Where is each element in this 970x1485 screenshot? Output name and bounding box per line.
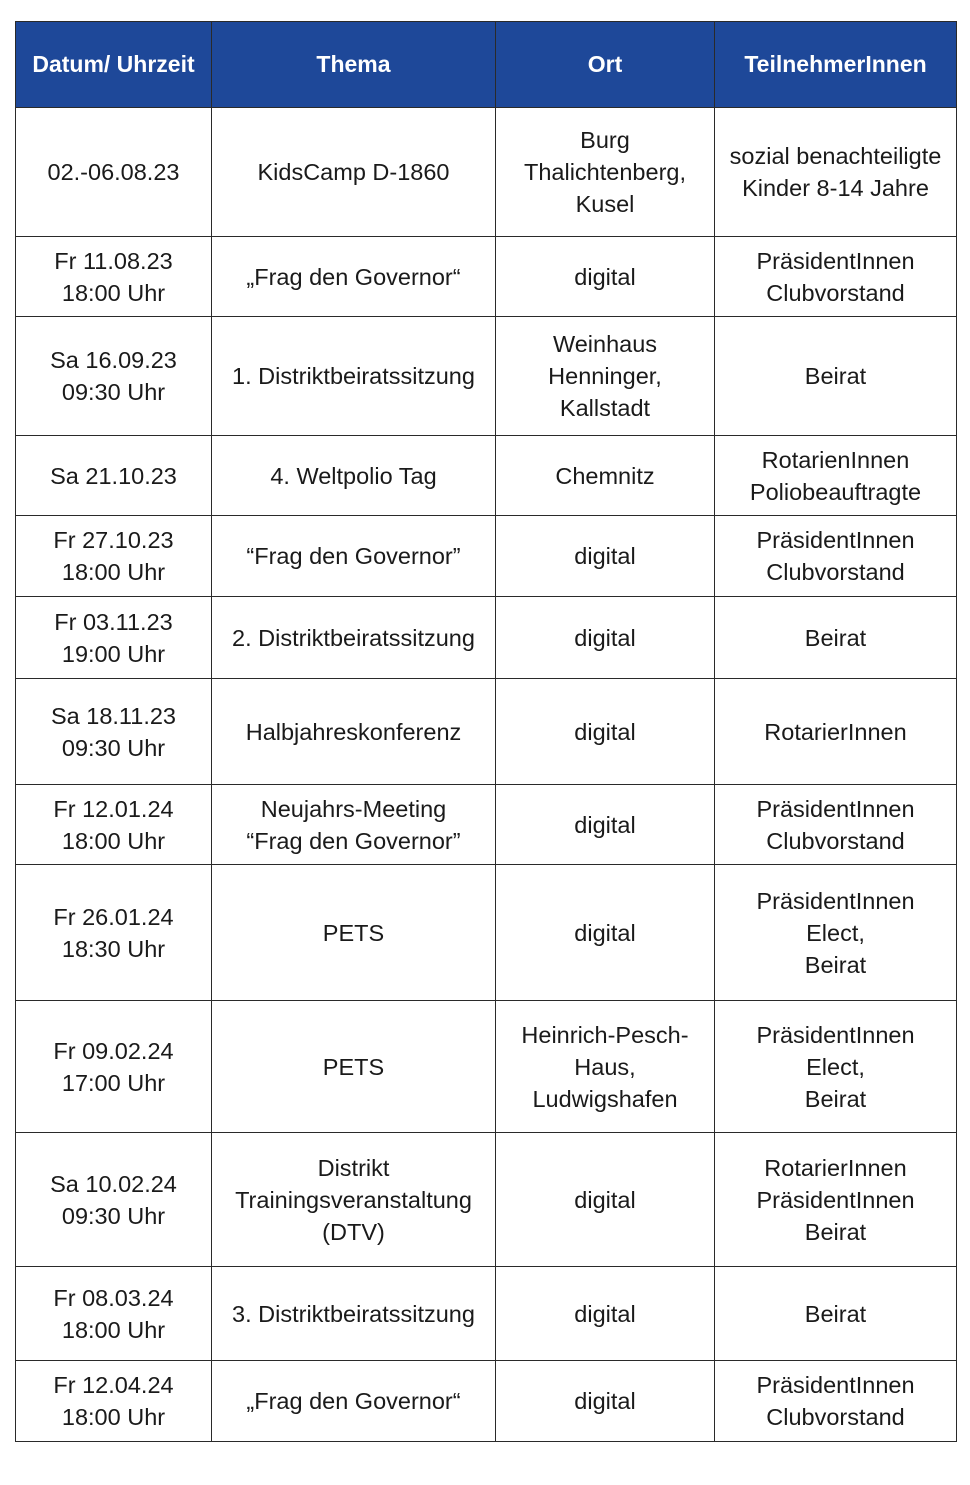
cell-datum [16, 516, 212, 597]
cell-teilnehmer [715, 1361, 957, 1442]
cell-datum [16, 237, 212, 317]
cell-datum-line: 18:00 Uhr [61, 1316, 166, 1343]
cell-thema-line: 2. Distriktbeiratssitzung [232, 624, 475, 651]
cell-thema [212, 516, 496, 597]
cell-datum-line: 19:00 Uhr [61, 640, 166, 667]
cell-datum-line: 09:30 Uhr [61, 734, 166, 761]
cell-teilnehmer-line: Beirat [804, 624, 867, 651]
cell-thema-line: KidsCamp D-1860 [257, 159, 450, 185]
cell-ort [496, 1361, 715, 1442]
cell-teilnehmer [715, 1267, 957, 1361]
cell-datum-line: 18:00 Uhr [61, 559, 166, 585]
cell-datum [16, 317, 212, 436]
cell-thema-line: Halbjahreskonferenz [245, 718, 462, 745]
cell-teilnehmer-line: Kinder 8-14 Jahre [742, 175, 929, 201]
cell-datum-line: 18:00 Uhr [61, 1404, 166, 1430]
cell-datum [16, 785, 212, 865]
cell-datum-line: Sa 10.02.24 [50, 1170, 177, 1197]
cell-ort [496, 865, 715, 1001]
cell-datum-line: Sa 21.10.23 [50, 462, 177, 489]
cell-ort [496, 1267, 715, 1361]
table-row [16, 1001, 957, 1133]
cell-ort [496, 1133, 715, 1267]
cell-datum [16, 597, 212, 679]
cell-thema [212, 1001, 496, 1133]
table-row [16, 1133, 957, 1267]
cell-thema [212, 865, 496, 1001]
cell-teilnehmer-line: Beirat [804, 1085, 867, 1112]
table-row [16, 1361, 957, 1442]
cell-thema [212, 237, 496, 317]
cell-datum-line: Fr 09.02.24 [53, 1037, 174, 1064]
cell-ort [496, 237, 715, 317]
cell-ort-line: Ludwigshafen [532, 1085, 678, 1112]
cell-ort [496, 436, 715, 516]
cell-datum-line: Sa 18.11.23 [50, 702, 176, 729]
cell-thema-line: Distrikt [317, 1154, 390, 1181]
cell-teilnehmer [715, 516, 957, 597]
cell-ort-line: Thalichtenberg, [524, 159, 686, 185]
cell-teilnehmer-line: Clubvorstand [766, 1404, 905, 1430]
cell-ort-line: digital [574, 263, 636, 290]
cell-teilnehmer [715, 317, 957, 436]
cell-ort-line: digital [574, 718, 636, 745]
table-row [16, 436, 957, 516]
cell-ort-line: digital [574, 919, 636, 946]
cell-ort-line: digital [574, 1388, 636, 1414]
cell-thema-line: 4. Weltpolio Tag [270, 462, 437, 489]
table-row [16, 679, 957, 785]
table-row [16, 317, 957, 436]
cell-thema-line: Trainingsveranstaltung [235, 1186, 472, 1213]
cell-teilnehmer-line: PräsidentInnen [756, 1021, 915, 1048]
cell-teilnehmer [715, 237, 957, 317]
cell-thema [212, 679, 496, 785]
cell-ort-line: Burg [580, 127, 630, 153]
cell-thema-line: Neujahrs-Meeting [260, 795, 447, 822]
cell-teilnehmer-line: Clubvorstand [766, 279, 905, 306]
cell-ort [496, 597, 715, 679]
cell-datum-line: 18:30 Uhr [61, 935, 166, 962]
cell-teilnehmer-line: RotarierInnen [764, 1154, 907, 1181]
cell-teilnehmer [715, 108, 957, 237]
cell-ort-line: digital [574, 543, 636, 569]
cell-datum-line: Fr 26.01.24 [53, 903, 174, 930]
cell-datum-line: 09:30 Uhr [61, 1202, 166, 1229]
cell-teilnehmer-line: PräsidentInnen [756, 887, 915, 914]
cell-teilnehmer-line: PräsidentInnen [756, 247, 915, 274]
cell-thema-line: „Frag den Governor“ [246, 263, 461, 290]
table-row [16, 237, 957, 317]
cell-teilnehmer [715, 436, 957, 516]
cell-thema [212, 1133, 496, 1267]
header-thema: Thema [212, 22, 496, 108]
cell-thema [212, 785, 496, 865]
cell-teilnehmer [715, 1133, 957, 1267]
cell-teilnehmer-line: Beirat [804, 363, 867, 389]
cell-datum [16, 1001, 212, 1133]
events-table [15, 21, 957, 1442]
header-teilnehmer: TeilnehmerInnen [715, 22, 957, 108]
cell-datum [16, 1361, 212, 1442]
cell-ort [496, 785, 715, 865]
table-row [16, 1267, 957, 1361]
cell-teilnehmer-line: Elect, [806, 1053, 865, 1080]
cell-ort-line: Kallstadt [559, 395, 651, 421]
cell-datum-line: 02.-06.08.23 [47, 159, 180, 185]
cell-ort [496, 516, 715, 597]
cell-ort-line: Weinhaus [552, 331, 658, 357]
cell-datum [16, 1267, 212, 1361]
cell-thema [212, 317, 496, 436]
table-body [16, 108, 957, 1442]
cell-teilnehmer [715, 865, 957, 1001]
cell-thema [212, 597, 496, 679]
cell-ort-line: digital [574, 1186, 636, 1213]
cell-datum-line: 18:00 Uhr [61, 279, 166, 306]
cell-datum-line: Fr 12.04.24 [53, 1372, 174, 1398]
cell-datum [16, 436, 212, 516]
cell-teilnehmer [715, 679, 957, 785]
cell-thema-line: “Frag den Governor” [246, 827, 461, 854]
cell-datum [16, 108, 212, 237]
cell-teilnehmer-line: PräsidentInnen [756, 527, 915, 553]
table-row [16, 785, 957, 865]
cell-datum [16, 1133, 212, 1267]
cell-datum [16, 679, 212, 785]
cell-thema-line: 1. Distriktbeiratssitzung [232, 363, 475, 389]
cell-ort-line: Kusel [575, 191, 635, 217]
cell-thema-line: (DTV) [322, 1218, 385, 1245]
cell-datum-line: Fr 03.11.23 [54, 608, 173, 635]
cell-teilnehmer-line: Beirat [804, 951, 867, 978]
cell-thema-line: PETS [322, 919, 385, 946]
cell-ort-line: Chemnitz [555, 462, 655, 489]
cell-teilnehmer-line: sozial benachteiligte [729, 143, 942, 169]
cell-teilnehmer-line: PräsidentInnen [756, 1186, 915, 1213]
cell-ort-line: Henninger, [548, 363, 662, 389]
table-row [16, 865, 957, 1001]
cell-datum-line: Fr 27.10.23 [53, 527, 174, 553]
cell-datum-line: 17:00 Uhr [61, 1069, 166, 1096]
cell-teilnehmer-line: PräsidentInnen [756, 795, 915, 822]
cell-datum-line: 18:00 Uhr [61, 827, 166, 854]
cell-thema-line: PETS [322, 1053, 385, 1080]
table-row [16, 108, 957, 237]
cell-teilnehmer-line: RotarienInnen [761, 446, 910, 473]
cell-ort [496, 317, 715, 436]
cell-ort-line: digital [574, 811, 636, 838]
cell-datum [16, 865, 212, 1001]
cell-thema [212, 108, 496, 237]
cell-thema-line: „Frag den Governor“ [246, 1388, 461, 1414]
cell-datum-line: 09:30 Uhr [61, 379, 166, 405]
table-row [16, 516, 957, 597]
cell-teilnehmer [715, 1001, 957, 1133]
cell-thema [212, 1267, 496, 1361]
table-row [16, 597, 957, 679]
cell-thema-line: “Frag den Governor” [246, 543, 461, 569]
cell-teilnehmer-line: Elect, [806, 919, 865, 946]
cell-teilnehmer-line: RotarierInnen [764, 718, 907, 745]
header-row [16, 22, 957, 108]
header-datum: Datum/ Uhrzeit [16, 22, 212, 108]
cell-teilnehmer-line: PräsidentInnen [756, 1372, 915, 1398]
cell-datum-line: Fr 11.08.23 [54, 247, 173, 274]
cell-teilnehmer-line: Beirat [804, 1300, 867, 1327]
cell-ort [496, 108, 715, 237]
cell-ort-line: Haus, [574, 1053, 636, 1080]
cell-thema [212, 1361, 496, 1442]
header-ort: Ort [496, 22, 715, 108]
cell-teilnehmer-line: Clubvorstand [766, 559, 905, 585]
cell-datum-line: Fr 08.03.24 [53, 1284, 174, 1311]
cell-teilnehmer-line: Poliobeauftragte [749, 478, 922, 505]
cell-ort-line: digital [574, 1300, 636, 1327]
cell-ort [496, 679, 715, 785]
cell-teilnehmer-line: Beirat [804, 1218, 867, 1245]
cell-teilnehmer-line: Clubvorstand [766, 827, 905, 854]
cell-ort-line: digital [574, 624, 636, 651]
cell-ort-line: Heinrich-Pesch- [521, 1021, 689, 1048]
cell-thema-line: 3. Distriktbeiratssitzung [232, 1300, 475, 1327]
cell-datum-line: Sa 16.09.23 [50, 347, 177, 373]
cell-teilnehmer [715, 597, 957, 679]
cell-teilnehmer [715, 785, 957, 865]
cell-datum-line: Fr 12.01.24 [53, 795, 174, 822]
cell-thema [212, 436, 496, 516]
cell-ort [496, 1001, 715, 1133]
